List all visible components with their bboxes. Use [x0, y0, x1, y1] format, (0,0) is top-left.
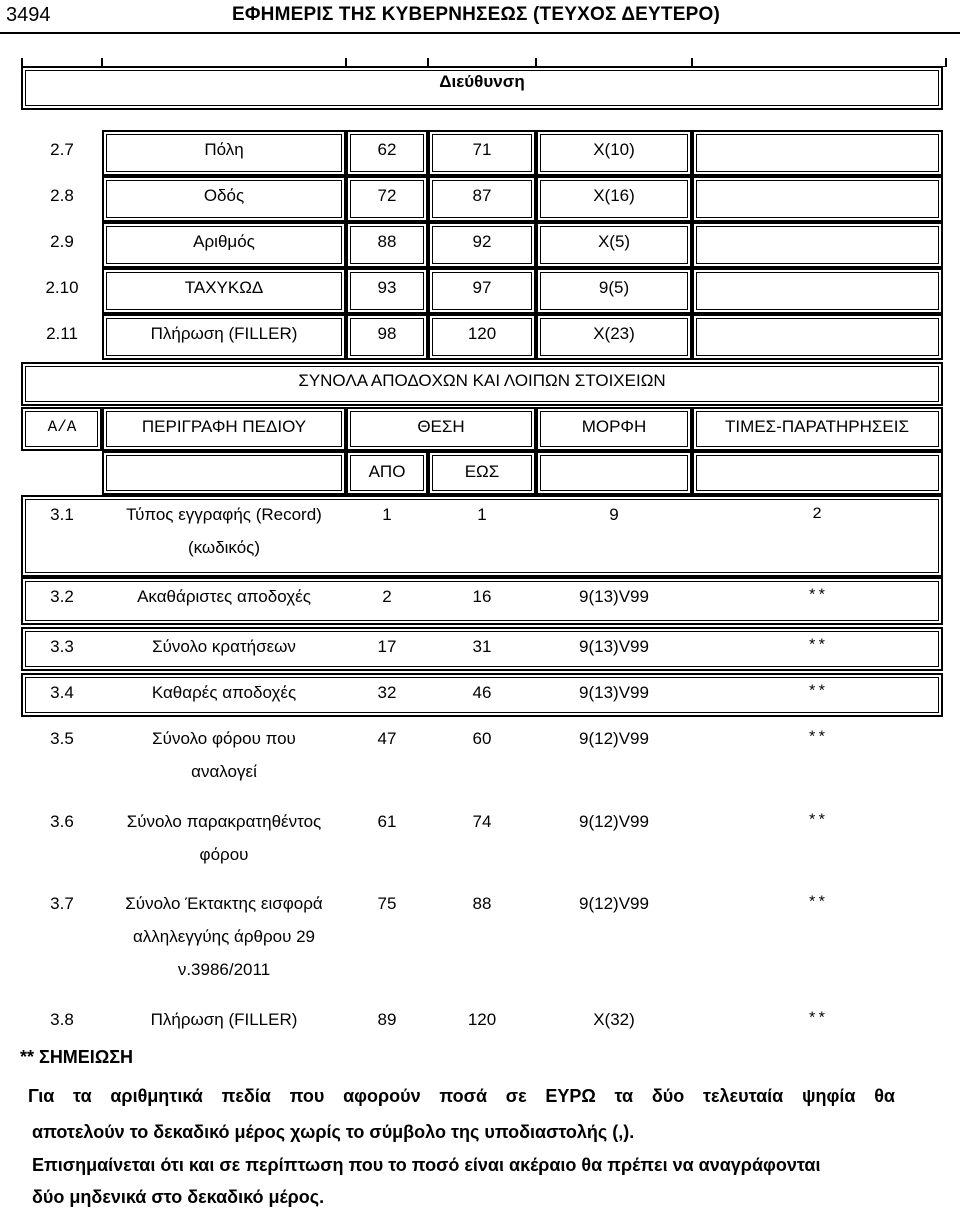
row-to: 71 [472, 140, 492, 159]
row-id: 3.4 [50, 683, 74, 702]
row-value: ** [807, 894, 827, 912]
row-id: 3.5 [50, 729, 74, 748]
row-from: 61 [377, 812, 397, 831]
row-to: 1 [477, 505, 487, 524]
row-format: 9(13)V99 [579, 683, 649, 702]
row-description-line: Καθαρές αποδοχές [151, 683, 297, 702]
row-id: 2.8 [50, 186, 74, 205]
row-value: ** [807, 637, 827, 655]
row-from: 98 [377, 324, 397, 343]
header-position: ΘΕΣΗ [417, 417, 465, 436]
row-description: ΤΑΧΥΚΩΔ [184, 278, 264, 297]
header-to: ΕΩΣ [464, 462, 500, 481]
row-from: 93 [377, 278, 397, 297]
row-value: ** [807, 1010, 827, 1028]
table-cell [692, 222, 943, 268]
table-cell [692, 130, 943, 176]
row-description: Πλήρωση (FILLER) [150, 324, 298, 343]
row-format: X(10) [593, 140, 635, 159]
row-from: 88 [377, 232, 397, 251]
header-from: ΑΠΟ [368, 462, 406, 481]
row-format: X(32) [593, 1010, 635, 1029]
row-value: ** [807, 587, 827, 605]
note-title: ** ΣΗΜΕΙΩΣΗ [20, 1047, 134, 1067]
row-to: 92 [472, 232, 492, 251]
row-to: 16 [472, 587, 492, 606]
row-to: 74 [472, 812, 492, 831]
row-value: ** [807, 812, 827, 830]
row-description-line: φόρου [199, 845, 249, 864]
row-description-line: Σύνολο Έκτακτης εισφορά [125, 894, 323, 913]
table-cell [692, 268, 943, 314]
row-to: 46 [472, 683, 492, 702]
row-from: 75 [377, 894, 397, 913]
row-from: 89 [377, 1010, 397, 1029]
row-to: 87 [472, 186, 492, 205]
row-format: 9 [609, 505, 619, 524]
row-format: 9(13)V99 [579, 637, 649, 656]
header-cell [102, 451, 346, 495]
header-values: ΤΙΜΕΣ-ΠΑΡΑΤΗΡΗΣΕΙΣ [725, 417, 909, 436]
note-line: αποτελούν το δεκαδικό μέρος χωρίς το σύμβολο της υποδιαστολής (,). [32, 1122, 635, 1142]
row-description-line: (κωδικός) [187, 538, 261, 557]
row-format: 9(12)V99 [579, 894, 649, 913]
page-header [0, 0, 960, 34]
row-description-line: αναλογεί [191, 762, 257, 781]
row-description-line: Ακαθάριστες αποδοχές [137, 587, 311, 606]
header-cell [536, 451, 692, 495]
row-description: Οδός [203, 186, 245, 205]
row-description-line: Τύπος εγγραφής (Record) [126, 505, 322, 524]
row-format: X(5) [597, 232, 631, 251]
row-description-line: Σύνολο φόρου που [152, 729, 296, 748]
row-from: 47 [377, 729, 397, 748]
row-to: 97 [472, 278, 492, 297]
page-number: 3494 [6, 4, 51, 26]
row-value: ** [807, 729, 827, 747]
note-line: δύο μηδενικά στο δεκαδικό μέρος. [32, 1187, 325, 1207]
row-description-line: αλληλεγγύης άρθρου 29 [132, 927, 316, 946]
row-id: 3.3 [50, 637, 74, 656]
row-id: 2.11 [46, 324, 78, 343]
row-format: 9(5) [598, 278, 630, 297]
note-line: Επισημαίνεται ότι και σε περίπτωση που το ποσό είναι ακέραιο θα πρέπει να αναγράφονται [32, 1155, 821, 1175]
section-title-address: Διεύθυνση [439, 72, 525, 91]
row-id: 3.7 [50, 894, 74, 913]
row-from: 17 [377, 637, 397, 656]
row-value: 2 [812, 505, 822, 523]
row-id: 2.7 [50, 140, 74, 159]
header-aa: Α/Α [47, 418, 77, 436]
row-to: 88 [472, 894, 492, 913]
header-description: ΠΕΡΙΓΡΑΦΗ ΠΕΔΙΟΥ [141, 417, 307, 436]
row-from: 1 [382, 505, 392, 524]
row-id: 3.2 [50, 587, 74, 606]
row-value: ** [807, 683, 827, 701]
row-to: 120 [467, 324, 497, 343]
row-to: 60 [472, 729, 492, 748]
row-to: 31 [472, 637, 492, 656]
row-format: 9(12)V99 [579, 729, 649, 748]
table-cell [692, 314, 943, 360]
row-description: Πόλη [204, 140, 244, 159]
row-from: 2 [382, 587, 392, 606]
row-description-line: Πλήρωση (FILLER) [150, 1010, 298, 1029]
row-id: 3.8 [50, 1010, 74, 1029]
row-format: 9(12)V99 [579, 812, 649, 831]
row-from: 72 [377, 186, 397, 205]
row-description-line: Σύνολο παρακρατηθέντος [126, 812, 322, 831]
row-format: X(16) [593, 186, 635, 205]
row-format: X(23) [593, 324, 635, 343]
section-title-totals: ΣΥΝΟΛΑ ΑΠΟΔΟΧΩΝ ΚΑΙ ΛΟΙΠΩΝ ΣΤΟΙΧΕΙΩΝ [298, 371, 666, 390]
row-id: 2.10 [45, 278, 79, 297]
row-to: 120 [467, 1010, 497, 1029]
note-line: Για τα αριθμητικά πεδία που αφορούν ποσά σε ΕΥΡΩ τα δύο τελευταία ψηφία θα [28, 1086, 895, 1106]
row-id: 3.1 [50, 505, 74, 524]
row-id: 2.9 [50, 232, 74, 251]
row-id: 3.6 [50, 812, 74, 831]
header-cell [692, 451, 943, 495]
header-format: ΜΟΡΦΗ [581, 417, 647, 436]
row-format: 9(13)V99 [579, 587, 649, 606]
row-description-line: Σύνολο κρατήσεων [152, 637, 296, 656]
row-description-line: ν.3986/2011 [177, 960, 271, 979]
row-description: Αριθμός [193, 232, 255, 251]
gazette-title: ΕΦΗΜΕΡΙΣ ΤΗΣ ΚΥΒΕΡΝΗΣΕΩΣ (ΤΕΥΧΟΣ ΔΕΥΤΕΡΟ) [232, 4, 720, 25]
row-from: 32 [377, 683, 397, 702]
row-from: 62 [377, 140, 397, 159]
header-rule [0, 32, 960, 34]
table-cell [692, 176, 943, 222]
